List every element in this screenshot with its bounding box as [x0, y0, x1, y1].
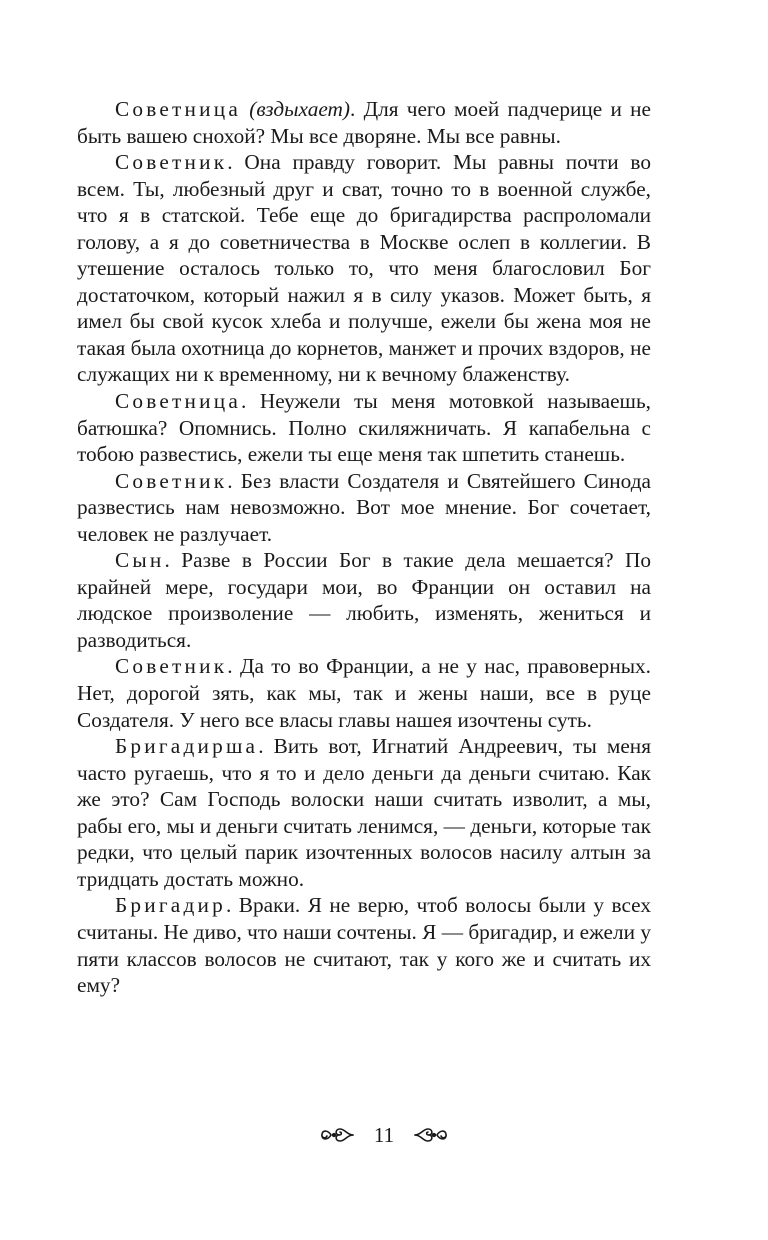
paragraph-6: [77, 653, 651, 733]
page-footer: [0, 1118, 768, 1150]
paragraph-8: [77, 892, 651, 998]
paragraph-text: . Да то во Франции, а не у нас, правоверных. Нет, дорогой зять, как мы, так и жены наши, все в руце Создателя. У него все власы главы нашея изочтены суть.: [77, 654, 651, 732]
speaker-name: Советница: [115, 389, 241, 414]
paragraph-5: [77, 547, 651, 653]
paragraph-text: . Неужели ты меня мотовкой называешь, батюшка? Опомнись. Полно скиляжничать. Я капабельна с тобою развестись, ежели ты еще меня так шпетить станешь.: [77, 389, 651, 467]
paragraph-text: . Она правду говорит. Мы равны почти во всем. Ты, любезный друг и сват, точно то в военной службе, что я в статской. Тебе еще до бригадирства распроломали голову, а я до советничества в Москве ослеп в коллегии. В утешение осталось только то, что меня благословил Бог достаточком, который нажил я в силу указов. Может быть, я имел бы свой кусок хлеба и получше, ежели бы жена моя не такая была охотница до корнетов, манжет и прочих вздоров, не служащих ни к временному, ни к вечному блаженству.: [77, 150, 651, 387]
speaker-name: Сын: [115, 548, 165, 573]
text-column: [77, 96, 651, 999]
paragraph-text: . Враки. Я не верю, чтоб волосы были у всех считаны. Не диво, что наши сочтены. Я — бригадир, и ежели у пяти классов волосов не считают, так у кого же и считать их ему?: [77, 893, 651, 998]
speaker-name: Бригадир: [115, 893, 226, 918]
paragraph-3: [77, 388, 651, 468]
speaker-name: Бригадирша: [115, 734, 259, 759]
speaker-name: Советница: [115, 97, 241, 121]
stage-direction: (вздыхает): [241, 97, 350, 121]
paragraph-text: . Без власти Создателя и Святейшего Синода развестись нам невозможно. Вот мое мнение. Бог сочетает, человек не разлучает.: [77, 468, 651, 546]
paragraph-text: . Вить вот, Игнатий Андреевич, ты меня часто ругаешь, что я то и дело деньги да деньги считаю. Как же это? Сам Господь волоски наши считать изволит, а мы, рабы его, мы и деньги считать ленимся, — деньги, которые так редки, что целый парик изочтенных волосов насилу алтын за тридцать достать можно.: [77, 734, 651, 891]
speaker-name: Советник: [115, 468, 228, 493]
speaker-name: Советник: [115, 150, 228, 175]
paragraph-4: [77, 468, 651, 548]
page-number: 11: [373, 1123, 395, 1148]
ornament-left-icon: [319, 1124, 355, 1146]
paragraph-1: [77, 96, 651, 149]
paragraph-text: . Разве в России Бог в такие дела мешается? По крайней мере, государи мои, во Франции он оставил на людское произволение — любить, изменять, жениться и разводиться.: [77, 548, 651, 652]
paragraph-2: [77, 149, 651, 388]
paragraph-7: [77, 733, 651, 892]
ornament-right-icon: [413, 1124, 449, 1146]
speaker-name: Советник: [115, 654, 228, 679]
paragraph-text: . Для чего моей падчерице и не быть вашею снохой? Мы все дворяне. Мы все равны.: [77, 97, 651, 148]
